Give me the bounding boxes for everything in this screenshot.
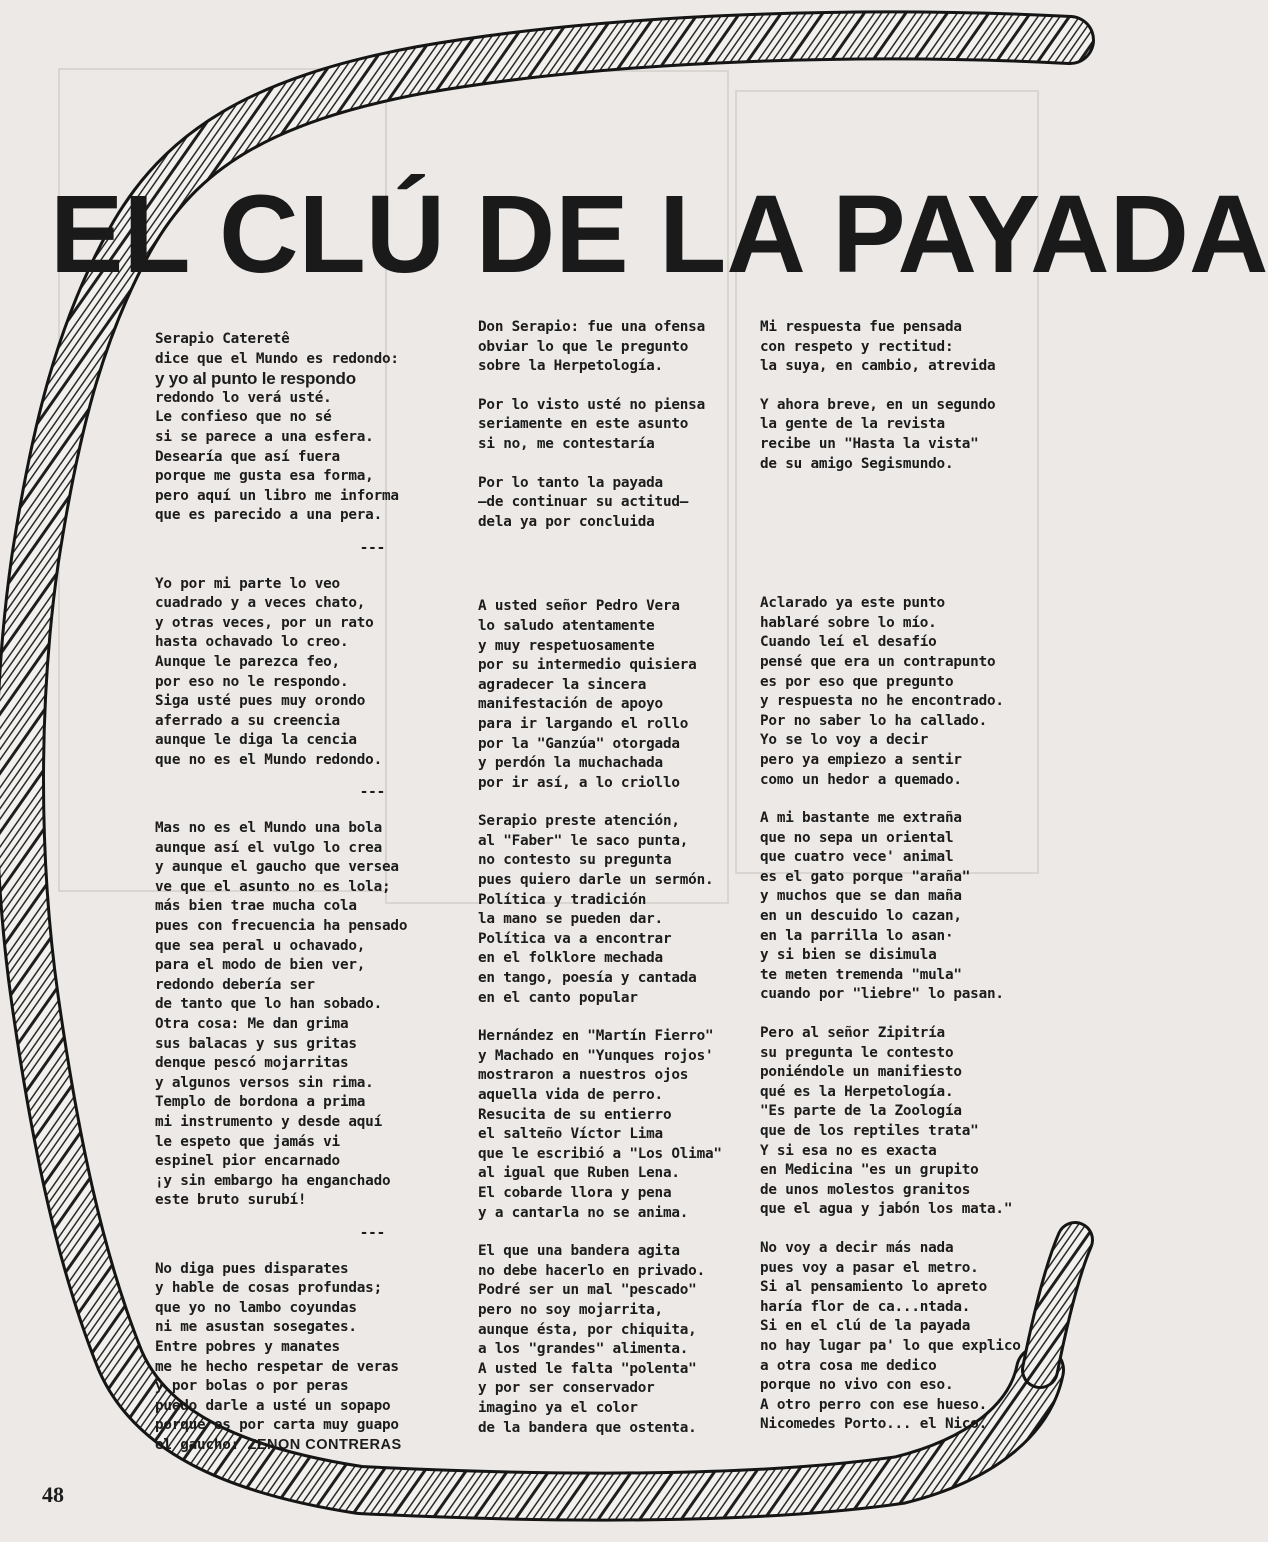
poem-column-2 bbox=[478, 318, 738, 1457]
verse-line: poniéndole un manifiesto bbox=[760, 1064, 962, 1081]
verse-line: de unos molestos granitos bbox=[760, 1181, 971, 1198]
verse-line: este bruto surubí! bbox=[155, 1192, 307, 1209]
verse-line: pues con frecuencia ha pensado bbox=[155, 918, 408, 935]
verse-line: en Medicina "es un grupito bbox=[760, 1162, 979, 1179]
verse-line: aunque ésta, por chiquita, bbox=[478, 1321, 697, 1338]
verse-line: y otras veces, por un rato bbox=[155, 614, 374, 631]
verse-line: no contesto su pregunta bbox=[478, 852, 672, 869]
stanza bbox=[478, 597, 738, 793]
verse-line: A otro perro con ese hueso. bbox=[760, 1396, 988, 1413]
verse-line: la mano se pueden dar. bbox=[478, 911, 663, 928]
verse-line: Yo por mi parte lo veo bbox=[155, 575, 340, 592]
verse-line: Templo de bordona a prima bbox=[155, 1094, 366, 1111]
author-signature: ZENON CONTRERAS bbox=[247, 1436, 402, 1453]
verse-line: aunque le diga la cencia bbox=[155, 732, 357, 749]
verse-line: te meten tremenda "mula" bbox=[760, 966, 962, 983]
verse-line: y si bien se disimula bbox=[760, 947, 937, 964]
verse-line: Política va a encontrar bbox=[478, 930, 672, 947]
verse-line: me he hecho respetar de veras bbox=[155, 1358, 399, 1375]
verse-line: No voy a decir más nada bbox=[760, 1239, 954, 1256]
verse-line: en tango, poesía y cantada bbox=[478, 970, 697, 987]
verse-line: El cobarde llora y pena bbox=[478, 1184, 672, 1201]
verse-line: obviar lo que le pregunto bbox=[478, 338, 689, 355]
verse-line: recibe un "Hasta la vista" bbox=[760, 435, 979, 452]
verse-line: si se parece a una esfera. bbox=[155, 428, 374, 445]
verse-line: Y si esa no es exacta bbox=[760, 1142, 937, 1159]
verse-line: hablaré sobre lo mío. bbox=[760, 614, 937, 631]
verse-line: seriamente en este asunto bbox=[478, 416, 689, 433]
verse-line: Resucita de su entierro bbox=[478, 1106, 672, 1123]
verse-line: que sea peral u ochavado, bbox=[155, 937, 366, 954]
verse-line: a los "grandes" alimenta. bbox=[478, 1341, 689, 1358]
stanza bbox=[478, 1027, 738, 1223]
verse-line: pero no soy mojarrita, bbox=[478, 1301, 663, 1318]
verse-line: porque me gusta esa forma, bbox=[155, 468, 374, 485]
verse-line: el salteño Víctor Lima bbox=[478, 1126, 663, 1143]
verse-line: pues quiero darle un sermón. bbox=[478, 872, 714, 889]
verse-line: Aunque le parezca feo, bbox=[155, 653, 340, 670]
verse-line: porque es por carta muy guapo bbox=[155, 1417, 399, 1434]
verse-line: Nicomedes Porto... el Nico. bbox=[760, 1416, 988, 1433]
verse-line: Y ahora breve, en un segundo bbox=[760, 396, 996, 413]
verse-line: para el modo de bien ver, bbox=[155, 957, 366, 974]
verse-line: la gente de la revista bbox=[760, 416, 945, 433]
verse-line: Le confieso que no sé bbox=[155, 409, 332, 426]
stanza bbox=[760, 594, 1030, 790]
verse-line: no debe hacerlo en privado. bbox=[478, 1262, 706, 1279]
verse-line: por eso no le respondo. bbox=[155, 673, 349, 690]
verse-line: Mas no es el Mundo una bola bbox=[155, 820, 383, 837]
verse-line: pues voy a pasar el metro. bbox=[760, 1259, 979, 1276]
verse-line: Podré ser un mal "pescado" bbox=[478, 1282, 697, 1299]
verse-line: Otra cosa: Me dan grima bbox=[155, 1016, 349, 1032]
verse-line: denque pescó mojarritas bbox=[155, 1055, 349, 1072]
verse-line: aquella vida de perro. bbox=[478, 1087, 663, 1103]
verse-line: y aunque el gaucho que versea bbox=[155, 859, 399, 876]
verse-line: que no sepa un oriental bbox=[760, 829, 954, 846]
page-title: EL CLÚ DE LA PAYADA bbox=[50, 173, 1268, 296]
verse-line: redondo debería ser bbox=[155, 976, 315, 993]
verse-line: le espeto que jamás vi bbox=[155, 1133, 340, 1150]
verse-line: Por lo tanto la payada bbox=[478, 474, 663, 491]
verse-line: manifestación de apoyo bbox=[478, 696, 663, 713]
verse-line: Mi respuesta fue pensada bbox=[760, 319, 962, 335]
verse-line: Serapio Cateretê bbox=[155, 331, 290, 347]
verse-line: es por eso que pregunto bbox=[760, 673, 954, 690]
verse-line: porque no vivo con eso. bbox=[760, 1377, 954, 1394]
verse-line: con respeto y rectitud: bbox=[760, 338, 954, 355]
verse-line: imagino ya el color bbox=[478, 1399, 638, 1416]
verse-line: puedo darle a usté un sopapo bbox=[155, 1397, 391, 1414]
verse-line: y algunos versos sin rima. bbox=[155, 1074, 374, 1091]
verse-line: aunque así el vulgo lo crea bbox=[155, 839, 383, 856]
stanza bbox=[155, 1260, 425, 1456]
verse-line: pensé que era un contrapunto bbox=[760, 653, 996, 670]
verse-line: A usted señor Pedro Vera bbox=[478, 598, 680, 615]
verse-line: Por no saber lo ha callado. bbox=[760, 712, 988, 729]
verse-line: mi instrumento y desde aquí bbox=[155, 1113, 383, 1130]
stanza bbox=[760, 318, 1030, 377]
verse-line: y por bolas o por peras bbox=[155, 1378, 349, 1395]
verse-line: como un hedor a quemado. bbox=[760, 771, 962, 788]
verse-line: redondo lo verá usté. bbox=[155, 389, 332, 406]
verse-line: en el folklore mechada bbox=[478, 950, 663, 967]
verse-line: mostraron a nuestros ojos bbox=[478, 1067, 689, 1084]
verse-line: que el agua y jabón los mata." bbox=[760, 1201, 1013, 1218]
verse-line: Pero al señor Zipitría bbox=[760, 1025, 945, 1042]
verse-line: pero aquí un libro me informa bbox=[155, 487, 399, 504]
verse-line: Aclarado ya este punto bbox=[760, 595, 945, 612]
verse-line: su pregunta le contesto bbox=[760, 1044, 954, 1061]
verse-line: en la parrilla lo asan· bbox=[760, 927, 954, 944]
verse-line: pero ya empiezo a sentir bbox=[760, 751, 962, 768]
stanza bbox=[760, 396, 1030, 474]
verse-line: y hable de cosas profundas; bbox=[155, 1280, 383, 1297]
verse-line: Si al pensamiento lo apreto bbox=[760, 1279, 988, 1296]
verse-line: Yo se lo voy a decir bbox=[760, 732, 929, 749]
verse-line: cuando por "liebre" lo pasan. bbox=[760, 986, 1004, 1003]
verse-line: Serapio preste atención, bbox=[478, 813, 680, 830]
stanza bbox=[478, 396, 738, 455]
verse-line: ¡y sin embargo ha enganchado bbox=[155, 1172, 391, 1189]
stanza bbox=[478, 474, 738, 533]
stanza bbox=[760, 1239, 1030, 1435]
verse-line: y yo al punto le respondo bbox=[155, 369, 356, 389]
stanza bbox=[478, 318, 738, 377]
verse-line: A usted le falta "polenta" bbox=[478, 1360, 697, 1377]
verse-line: por la "Ganzúa" otorgada bbox=[478, 735, 680, 752]
verse-line: lo saludo atentamente bbox=[478, 617, 655, 634]
stanza bbox=[155, 330, 425, 526]
verse-line: "Es parte de la Zoología bbox=[760, 1103, 962, 1120]
verse-line: en el canto popular bbox=[478, 989, 638, 1006]
stanza bbox=[155, 575, 425, 771]
stanza bbox=[478, 812, 738, 1008]
verse-line: Cuando leí el desafío bbox=[760, 634, 937, 651]
verse-line: sus balacas y sus gritas bbox=[155, 1035, 357, 1052]
verse-line: dice que el Mundo es redondo: bbox=[155, 350, 399, 367]
verse-line: A mi bastante me extraña bbox=[760, 810, 962, 827]
verse-line: y por ser conservador bbox=[478, 1380, 655, 1397]
stanza bbox=[760, 809, 1030, 1005]
verse-line: hasta ochavado lo creo. bbox=[155, 634, 349, 651]
verse-line: Siga usté pues muy orondo bbox=[155, 693, 366, 710]
verse-line: no hay lugar pa' lo que explico bbox=[760, 1337, 1021, 1354]
stanza-separator: --- bbox=[359, 784, 385, 801]
verse-line: haría flor de ca...ntada. bbox=[760, 1298, 971, 1315]
verse-line: qué es la Herpetología. bbox=[760, 1083, 954, 1100]
verse-line: más bien trae mucha cola bbox=[155, 898, 357, 915]
stanza-separator: --- bbox=[359, 539, 385, 556]
verse-line: que no es el Mundo redondo. bbox=[155, 751, 383, 768]
verse-line: al "Faber" le saco punta, bbox=[478, 832, 689, 849]
stanza bbox=[155, 819, 425, 1211]
verse-line: —de continuar su actitud— bbox=[478, 494, 689, 511]
verse-line: de tanto que lo han sobado. bbox=[155, 996, 383, 1013]
verse-line: que es parecido a una pera. bbox=[155, 507, 383, 524]
verse-line: el gaucho: bbox=[155, 1436, 240, 1453]
verse-line: y perdón la muchachada bbox=[478, 755, 663, 772]
stanza bbox=[760, 1024, 1030, 1220]
verse-line: y Machado en "Yunques rojos' bbox=[478, 1047, 714, 1064]
verse-line: Entre pobres y manates bbox=[155, 1338, 340, 1355]
poem-column-1 bbox=[155, 330, 425, 1474]
verse-line: a otra cosa me dedico bbox=[760, 1357, 937, 1374]
verse-line: Política y tradición bbox=[478, 891, 647, 908]
verse-line: y muchos que se dan maña bbox=[760, 888, 962, 905]
verse-line: Desearía que así fuera bbox=[155, 448, 340, 465]
verse-line: espinel pior encarnado bbox=[155, 1153, 340, 1170]
verse-line: y muy respetuosamente bbox=[478, 637, 655, 654]
verse-line: para ir largando el rollo bbox=[478, 715, 689, 732]
verse-line: la suya, en cambio, atrevida bbox=[760, 358, 996, 375]
verse-line: de su amigo Segismundo. bbox=[760, 455, 954, 472]
verse-line: de la bandera que ostenta. bbox=[478, 1419, 697, 1436]
verse-line: Hernández en "Martín Fierro" bbox=[478, 1028, 714, 1045]
verse-line: Si en el clú de la payada bbox=[760, 1318, 971, 1335]
verse-line: Don Serapio: fue una ofensa bbox=[478, 319, 706, 335]
verse-line: y respuesta no he encontrado. bbox=[760, 693, 1004, 710]
verse-line: Por lo visto usté no piensa bbox=[478, 396, 706, 413]
page-number: 48 bbox=[42, 1482, 64, 1507]
verse-line: cuadrado y a veces chato, bbox=[155, 595, 366, 612]
verse-line-with-signature bbox=[155, 1436, 425, 1456]
verse-line: en un descuido lo cazan, bbox=[760, 908, 962, 925]
verse-line: El que una bandera agita bbox=[478, 1243, 680, 1260]
verse-line: que yo no lambo coyundas bbox=[155, 1299, 357, 1316]
verse-line: que le escribió a "Los Olima" bbox=[478, 1145, 722, 1162]
verse-line: ni me asustan sosegates. bbox=[155, 1319, 357, 1336]
verse-line: es el gato porque "araña" bbox=[760, 868, 971, 885]
verse-line: dela ya por concluida bbox=[478, 513, 655, 530]
verse-line: ve que el asunto no es lola; bbox=[155, 878, 391, 895]
verse-line: sobre la Herpetología. bbox=[478, 358, 663, 375]
verse-line: que cuatro vece' animal bbox=[760, 849, 954, 866]
poem-column-3 bbox=[760, 318, 1030, 1454]
verse-line: que de los reptiles trata" bbox=[760, 1123, 979, 1139]
verse-line: aferrado a su creencia bbox=[155, 712, 340, 729]
stanza bbox=[478, 1242, 738, 1438]
verse-line: por su intermedio quisiera bbox=[478, 657, 697, 674]
verse-line: No diga pues disparates bbox=[155, 1260, 349, 1277]
verse-line: agradecer la sincera bbox=[478, 676, 647, 693]
verse-line: al igual que Ruben Lena. bbox=[478, 1165, 680, 1182]
verse-line: y a cantarla no se anima. bbox=[478, 1204, 689, 1221]
verse-line: si no, me contestaría bbox=[478, 435, 655, 452]
stanza-separator: --- bbox=[359, 1224, 385, 1241]
verse-line: por ir así, a lo criollo bbox=[478, 774, 680, 791]
